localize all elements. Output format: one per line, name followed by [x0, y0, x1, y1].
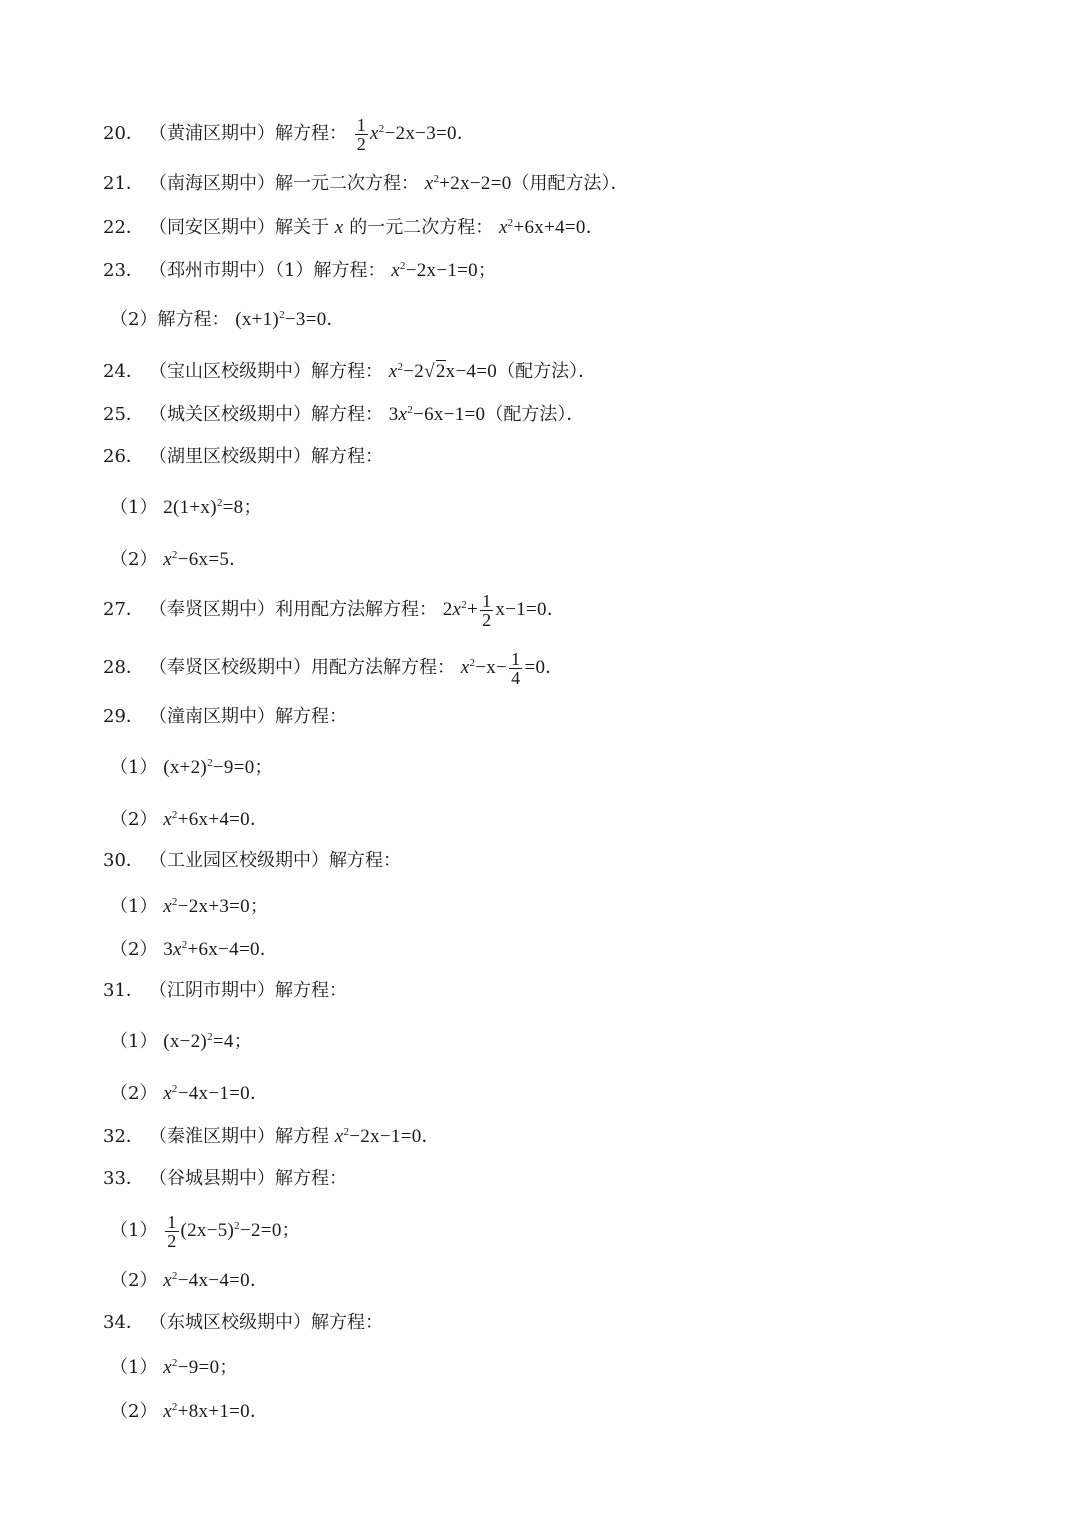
problem-prompt: 解一元二次方程：: [275, 173, 419, 194]
problem-tail: ．: [546, 598, 565, 620]
problem-tail: ；: [254, 757, 273, 778]
problem-tail: ．: [259, 939, 278, 960]
problem-source: （秦淮区期中）: [149, 1126, 275, 1147]
problem-32: [103, 1122, 440, 1152]
problem-21: [103, 169, 629, 199]
sub-label: （2）: [110, 1083, 158, 1104]
problem-number: 27．: [103, 598, 144, 620]
problem-prompt-continued: 的一元二次方程：: [349, 217, 494, 238]
problem-source: （南海区期中）: [149, 173, 275, 194]
problem-tail: ．: [610, 173, 629, 194]
problem-source: （湖里区校级期中）: [149, 446, 311, 467]
method-note: （配方法）: [485, 404, 567, 425]
problem-26-part-2: [110, 545, 247, 575]
problem-source: （同安区期中）: [149, 217, 275, 238]
problem-33-part-1: [110, 1212, 300, 1251]
problem-tail: ．: [326, 309, 345, 330]
equation: $3x^2+6x-4=0$: [163, 939, 260, 960]
equation: $(x+1)^2-3=0$: [235, 309, 327, 330]
sub-label: （1）: [110, 497, 158, 518]
sub-label: （1）: [110, 1031, 158, 1052]
sub-label: （1）: [275, 260, 314, 281]
equation: $x^2-2x+3=0$: [163, 896, 250, 917]
problem-source: （奉贤区校级期中）: [149, 656, 311, 678]
equation: $x^2-2x-1=0$: [334, 1126, 422, 1147]
problem-prompt: 解方程：: [313, 260, 386, 281]
equation: $x^2-4x-4=0$: [163, 1270, 250, 1291]
problem-prompt: 解方程：: [311, 404, 383, 425]
problem-tail: ．: [585, 217, 604, 238]
problem-tail: ．: [229, 549, 248, 570]
sub-label: （1）: [110, 1219, 158, 1241]
problem-tail: ．: [249, 1083, 268, 1104]
problem-31: [103, 976, 347, 1006]
equation: $2(1+x)^2=8$: [163, 497, 244, 518]
problem-23-part-2: [110, 305, 345, 335]
problem-tail: ．: [456, 122, 475, 144]
problem-24: [103, 357, 596, 387]
problem-27: [103, 591, 565, 630]
problem-33: [103, 1164, 347, 1194]
equation: $(x+2)^2-9=0$: [163, 757, 255, 778]
problem-prompt: 解方程：: [311, 361, 383, 382]
problem-26-part-1: [110, 493, 262, 523]
problem-26: [103, 442, 383, 472]
problem-number: 32．: [103, 1126, 144, 1147]
problem-number: 31．: [103, 980, 144, 1001]
problem-tail: ；: [249, 896, 268, 917]
problem-number: 20．: [103, 122, 144, 144]
problem-22: [103, 213, 604, 243]
problem-tail: ．: [421, 1126, 440, 1147]
problem-tail: ；: [281, 1219, 300, 1241]
problem-number: 22．: [103, 217, 144, 238]
equation: $x^2-9=0$: [163, 1357, 220, 1378]
fraction: $\frac{1}{2}$: [167, 1212, 177, 1251]
fraction: $\frac{1}{4}$: [511, 649, 521, 688]
square-root: √2: [424, 361, 446, 382]
problem-tail: ．: [578, 361, 597, 382]
problem-number: 34．: [103, 1312, 144, 1333]
equation: $x^2-2√2x-4=0$: [388, 361, 498, 382]
problem-29: [103, 702, 347, 732]
problem-tail: ．: [249, 1401, 268, 1422]
problem-29-part-1: [110, 753, 273, 783]
problem-number: 29．: [103, 706, 144, 727]
problem-28: [103, 649, 564, 688]
problem-tail: ．: [545, 656, 564, 678]
problem-34: [103, 1308, 383, 1338]
equation: $\frac{1}{2}$ $(2x-5)^2-2=0$: [167, 1212, 282, 1251]
fraction: $\frac{1}{2}$: [482, 591, 492, 630]
problem-prompt: 解关于: [275, 217, 329, 238]
problem-prompt: 解方程：: [275, 706, 347, 727]
sub-label: （1）: [110, 896, 158, 917]
problem-tail: ．: [566, 404, 585, 425]
problem-number: 26．: [103, 446, 144, 467]
method-note: （配方法）: [497, 361, 579, 382]
problem-31-part-1: [110, 1027, 252, 1057]
problem-34-part-1: [110, 1353, 237, 1383]
problem-prompt: 利用配方法解方程：: [275, 598, 437, 620]
problem-number: 25．: [103, 404, 144, 425]
problem-source: （江阴市期中）: [149, 980, 275, 1001]
equation: $x^2-4x-1=0$: [163, 1083, 250, 1104]
problem-prompt: 解方程：: [275, 980, 347, 1001]
problem-number: 30．: [103, 850, 144, 871]
problem-tail: ；: [243, 497, 262, 518]
equation: $x^2+6x+4=0$: [163, 809, 250, 830]
problem-25: [103, 400, 584, 430]
problem-prompt: 解方程：: [157, 309, 230, 330]
equation: $\frac{1}{2}$ $x^2-2x-3=0$: [356, 115, 457, 154]
problem-source: （邳州市期中）: [149, 260, 275, 281]
equation: $x^2-x-$ $\frac{1}{4}$ =0: [460, 649, 546, 688]
problem-prompt: 解方程：: [329, 850, 401, 871]
sub-label: （2）: [110, 1401, 158, 1422]
problem-tail: ；: [219, 1357, 238, 1378]
sub-label: （2）: [110, 939, 158, 960]
equation: $2x^2+$ $\frac{1}{2}$ x−1=0: [442, 591, 547, 630]
problem-30-part-1: [110, 892, 268, 922]
problem-prompt: 解方程：: [311, 446, 383, 467]
problem-source: （谷城县期中）: [149, 1168, 275, 1189]
problem-source: （东城区校级期中）: [149, 1312, 311, 1333]
problem-30: [103, 846, 401, 876]
problem-prompt: 解方程：: [311, 1312, 383, 1333]
problem-source: （工业园区校级期中）: [149, 850, 329, 871]
problem-tail: ；: [233, 1031, 252, 1052]
problem-source: （黄浦区期中）: [149, 122, 275, 144]
sub-label: （2）: [110, 549, 158, 570]
problem-tail: ．: [249, 1270, 268, 1291]
sub-label: （2）: [110, 1270, 158, 1291]
fraction: $\frac{1}{2}$: [356, 115, 367, 154]
problem-source: （城关区校级期中）: [149, 404, 311, 425]
sub-label: （2）: [110, 309, 158, 330]
problem-prompt: 用配方法解方程：: [311, 656, 455, 678]
problem-prompt: 解方程: [275, 1126, 329, 1147]
equation: $x^2+6x+4=0$: [498, 217, 586, 238]
equation: $x^2+8x+1=0$: [163, 1401, 250, 1422]
problem-tail: ；: [477, 260, 496, 281]
problem-prompt: 解方程：: [275, 1168, 347, 1189]
problem-number: 24．: [103, 361, 144, 382]
equation: $3x^2-6x-1=0$: [388, 404, 486, 425]
problem-tail: ．: [249, 809, 268, 830]
problem-31-part-2: [110, 1079, 268, 1109]
problem-prompt: 解方程：: [275, 122, 347, 144]
problem-33-part-2: [110, 1266, 268, 1296]
sub-label: （1）: [110, 757, 158, 778]
problem-source: （奉贤区期中）: [149, 598, 275, 620]
sub-label: （2）: [110, 809, 158, 830]
problem-30-part-2: [110, 935, 278, 965]
method-note: （用配方法）: [511, 173, 611, 194]
problem-number: 21．: [103, 173, 144, 194]
equation: $x^2-6x=5$: [163, 549, 230, 570]
problem-23: [103, 256, 496, 286]
problem-number: 28．: [103, 656, 144, 678]
problem-source: （潼南区期中）: [149, 706, 275, 727]
equation: $(x-2)^2=4$: [163, 1031, 234, 1052]
problem-20: [103, 115, 475, 154]
problem-source: （宝山区校级期中）: [149, 361, 311, 382]
problem-34-part-2: [110, 1397, 268, 1427]
sub-label: （1）: [110, 1357, 158, 1378]
equation: $x^2+2x-2=0$: [424, 173, 512, 194]
problem-number: 33．: [103, 1168, 144, 1189]
problem-29-part-2: [110, 805, 268, 835]
problem-number: 23．: [103, 260, 144, 281]
equation: $x^2-2x-1=0$: [391, 260, 478, 281]
variable: x: [334, 217, 344, 238]
